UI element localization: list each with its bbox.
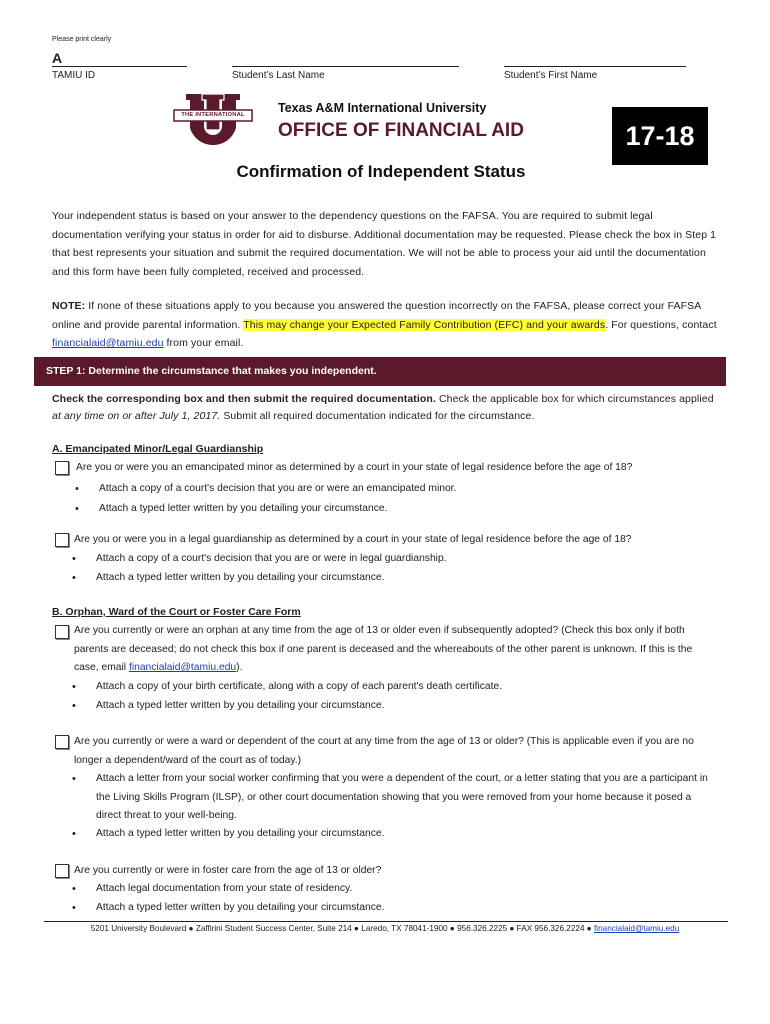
step1-instr-italic: at any time on or after July 1, 2017.	[52, 410, 221, 422]
step1-bar	[34, 357, 726, 386]
question-orphan	[74, 622, 714, 678]
intro-paragraph: Your independent status is based on your answer to the dependency questions on the FAFSA. You are required to submit legal documentation verifying your status in order for aid to disburse. Additional documentation may be requested. Please check the box in Step 1 that best represents your situation and submit the required documentation. We will not be able to process your aid until the documentation and this form have been fully completed, received and processed.	[52, 210, 717, 278]
checkbox-emancipated-minor[interactable]	[55, 461, 69, 475]
last-name-field[interactable]	[232, 50, 459, 67]
orphan-email-link[interactable]: financialaid@tamiu.edu	[128, 662, 237, 673]
office-name: OFFICE OF FINANCIAL AID	[278, 120, 524, 141]
checkbox-legal-guardianship[interactable]	[55, 533, 69, 547]
bullet-b2-1: • Attach a letter from your social worker confirming that you were a dependent of the court, or a letter stating that you are a participant in the Living Skills Program (ILSP), or other court documentation showing that you were removed from your home because it posed a direct threat to your well-being.	[96, 770, 714, 826]
section-a-heading: A. Emancipated Minor/Legal Guardianship	[52, 443, 264, 455]
bullet-b2-2: • Attach a typed letter written by you detailing your circumstance.	[96, 825, 714, 844]
note-text-2: . For questions, contact	[605, 318, 717, 331]
question-orphan-end: ).	[236, 662, 243, 673]
university-name: Texas A&M International University	[278, 101, 487, 115]
university-logo	[172, 90, 254, 152]
bullet-a1-2: • Attach a typed letter written by you detailing your circumstance.	[99, 500, 719, 519]
first-name-field[interactable]	[504, 50, 686, 67]
tamiu-id-label: TAMIU ID	[52, 70, 96, 81]
bullet-a2-2: • Attach a typed letter written by you detailing your circumstance.	[96, 569, 716, 588]
bullet-b1-1: • Attach a copy of your birth certificate, along with a copy of each parent's death certificate.	[96, 678, 716, 697]
step1-instr-bold: Check the corresponding box and then submit the required documentation.	[52, 393, 436, 405]
bullet-b3-2: • Attach a typed letter written by you detailing your circumstance.	[96, 899, 714, 918]
question-ward-of-court: Are you currently or were a ward or dependent of the court at any time from the age of 13 or older? (This is applicable even if you are no longer a dependent/ward of the court as of today.)	[74, 736, 694, 766]
first-name-label: Student’s First Name	[504, 70, 598, 81]
year-badge: 17-18	[612, 107, 708, 165]
page-title	[0, 162, 770, 182]
note-paragraph	[52, 297, 717, 353]
note-highlight: This may change your Expected Family Contribution (EFC) and your awards	[243, 318, 606, 331]
checkbox-ward-of-court[interactable]	[55, 735, 69, 749]
checkbox-foster-care[interactable]	[55, 864, 69, 878]
question-foster-care: Are you currently or were in foster care from the age of 13 or older?	[74, 865, 382, 876]
step1-instructions	[52, 391, 717, 425]
bullet-a2-1: • Attach a copy of a court's decision that you are or were in legal guardianship.	[96, 550, 716, 569]
footer	[0, 924, 770, 933]
tamiu-id-value: A	[52, 50, 63, 66]
logo-text: THE INTERNATIONAL	[181, 112, 245, 118]
bullet-a1-1: • Attach a copy of a court's decision that you are or were an emancipated minor.	[99, 480, 719, 499]
section-b-heading: B. Orphan, Ward of the Court or Foster Care Form	[52, 606, 301, 618]
checkbox-orphan[interactable]	[55, 625, 69, 639]
step1-bar-text: STEP 1: Determine the circumstance that makes you independent.	[46, 365, 377, 377]
question-emancipated-minor: Are you or were you an emancipated minor as determined by a court in your state of legal residence before the age of 18?	[76, 462, 633, 473]
tamiu-id-field[interactable]	[52, 50, 187, 67]
print-note: Please print clearly	[52, 36, 112, 43]
question-legal-guardianship: Are you or were you in a legal guardianship as determined by a court in your state of legal residence before the age of 18?	[74, 534, 632, 545]
last-name-label: Student’s Last Name	[232, 70, 325, 81]
step1-instr-text-1: Check the applicable box for which circumstances applied	[435, 393, 714, 405]
note-email-link[interactable]: financialaid@tamiu.edu	[52, 337, 164, 349]
page-title-text: Confirmation of Independent Status	[236, 162, 526, 181]
question-orphan-text: Are you currently or were an orphan at any time from the age of 13 or older even if subsequently adopted? (Check this box only if both parents are deceased; do not check this box if one parent is deceased and the whereabouts of the other parent is unknown. If this is the case, email	[74, 625, 693, 673]
note-text-3: from your email.	[163, 337, 244, 349]
bullet-b3-1: • Attach legal documentation from your state of residency.	[96, 880, 714, 899]
note-text-1: If none of these situations apply to you because you answered the question incorrectly on the FAFSA, please correct your FAFSA online and provide parental information.	[52, 300, 701, 331]
note-label: NOTE:	[52, 300, 86, 312]
footer-address: 5201 University Boulevard ● Zaffirini Student Success Center, Suite 214 ● Laredo, TX 78041-1900 ● 956.326.2225 ● FAX 956.326.2224 ●	[90, 924, 595, 933]
bullet-b1-2: • Attach a typed letter written by you detailing your circumstance.	[96, 697, 716, 716]
footer-email-link[interactable]: financialaid@tamiu.edu	[594, 924, 680, 933]
step1-instr-text-2: Submit all required documentation indicated for the circumstance.	[220, 410, 535, 422]
footer-divider	[44, 921, 728, 922]
